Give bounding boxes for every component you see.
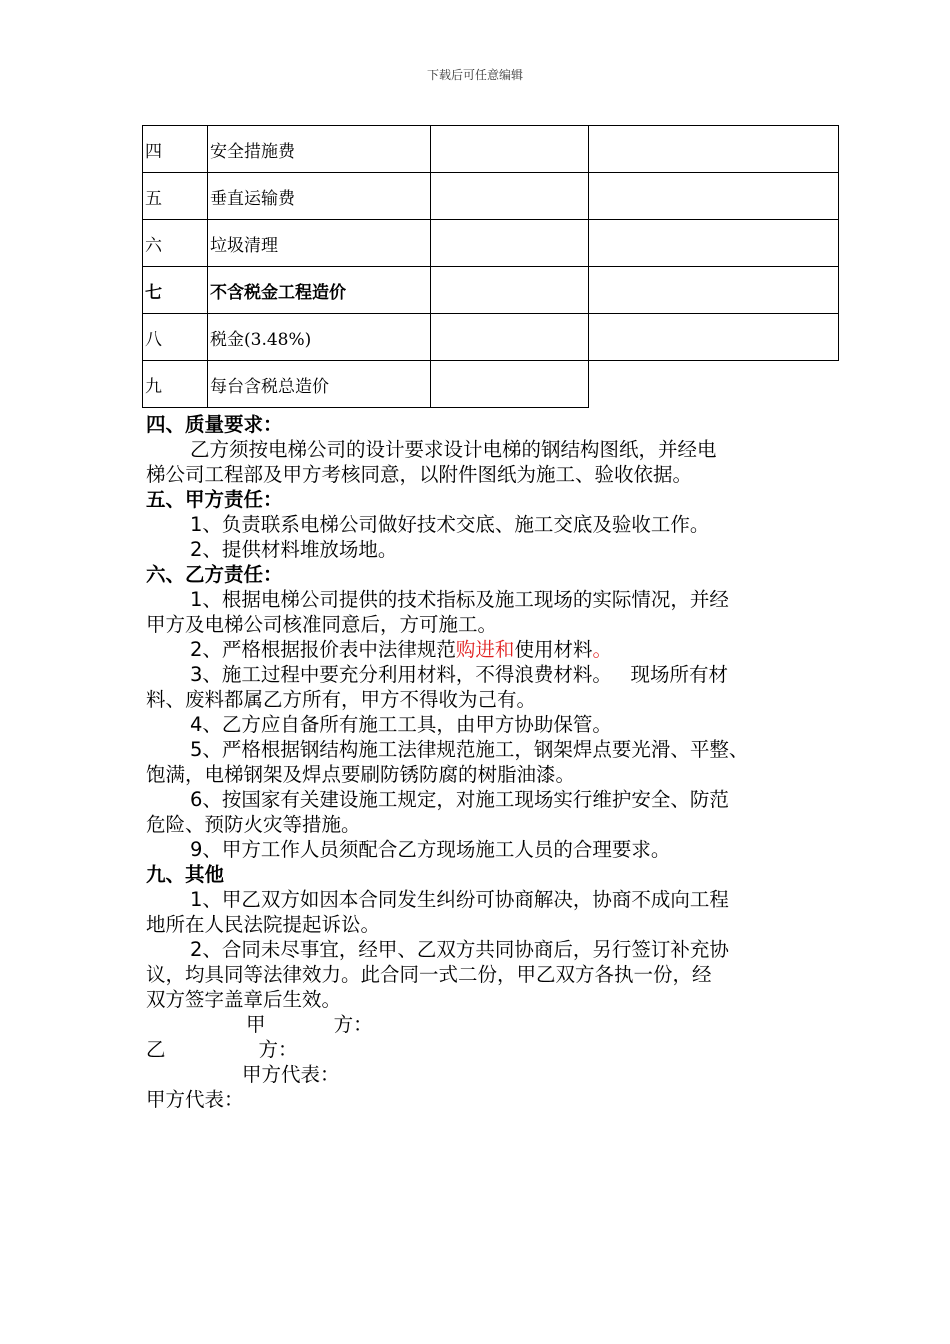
table-row <box>143 173 839 220</box>
party-b-item-1-cont: 甲方及电梯公司核准同意后，方可施工。 <box>146 613 498 636</box>
row-amount-cell <box>431 267 589 314</box>
quality-text-line: 乙方须按电梯公司的设计要求设计电梯的钢结构图纸，并经电 <box>190 438 717 461</box>
other-item-2-cont: 双方签字盖章后生效。 <box>146 988 342 1011</box>
table-row <box>143 126 839 173</box>
party-b-item-2 <box>146 637 826 662</box>
row-note-cell <box>589 361 839 408</box>
item-2-text-red2: 。 <box>592 638 612 661</box>
row-number: 四 <box>143 126 208 173</box>
row-note-cell <box>589 314 839 361</box>
row-item: 税金(3.48%) <box>208 314 431 361</box>
section-title-party-b: 六、乙方责任： <box>146 563 283 586</box>
section-title-party-a: 五、甲方责任： <box>146 488 283 511</box>
contract-body <box>146 412 826 1112</box>
party-b-item-3: 3、施工过程中要充分利用材料，不得浪费材料。 现场所有材 <box>190 663 729 686</box>
signature-party-b-rep: 甲方代表： <box>146 1088 244 1111</box>
party-b-item-9: 9、甲方工作人员须配合乙方现场施工人员的合理要求。 <box>190 838 671 861</box>
row-note-cell <box>589 173 839 220</box>
item-2-text-red: 购进和 <box>455 638 515 661</box>
section-title-quality: 四、质量要求： <box>146 413 283 436</box>
row-item: 不含税金工程造价 <box>208 267 431 314</box>
row-number: 五 <box>143 173 208 220</box>
party-b-item-6-cont: 危险、预防火灾等措施。 <box>146 813 361 836</box>
section-title-other: 九、其他 <box>146 863 225 886</box>
party-b-item-4: 4、乙方应自备所有施工工具，由甲方协助保管。 <box>190 713 612 736</box>
row-amount-cell <box>431 173 589 220</box>
row-number: 九 <box>143 361 208 408</box>
other-item-1: 1、甲乙双方如因本合同发生纠纷可协商解决，协商不成向工程 <box>190 888 729 911</box>
page-header: 下载后可任意编辑 <box>426 68 523 82</box>
row-number: 七 <box>143 267 208 314</box>
item-2-text-a: 2、严格根据报价表中法律规范 <box>190 638 456 661</box>
row-item: 垃圾清理 <box>208 220 431 267</box>
signature-party-a-rep: 甲方代表： <box>242 1063 340 1086</box>
row-note-cell <box>589 220 839 267</box>
party-a-item-1: 1、负责联系电梯公司做好技术交底、施工交底及验收工作。 <box>190 513 710 536</box>
row-item: 安全措施费 <box>208 126 431 173</box>
row-amount-cell <box>431 126 589 173</box>
party-b-item-6: 6、按国家有关建设施工规定，对施工现场实行维护安全、防范 <box>190 788 729 811</box>
row-number: 六 <box>143 220 208 267</box>
row-item: 垂直运输费 <box>208 173 431 220</box>
other-item-1-cont: 地所在人民法院提起诉讼。 <box>146 913 381 936</box>
row-amount-cell <box>431 361 589 408</box>
row-note-cell <box>589 267 839 314</box>
signature-party-b: 乙 方： <box>146 1038 298 1061</box>
party-b-item-1: 1、根据电梯公司提供的技术指标及施工现场的实际情况，并经 <box>190 588 729 611</box>
item-2-text-b: 使用材料 <box>514 638 593 661</box>
party-b-item-3-cont: 料、废料都属乙方所有，甲方不得收为己有。 <box>146 688 537 711</box>
row-item: 每台含税总造价 <box>208 361 431 408</box>
quality-text-line: 梯公司工程部及甲方考核同意，以附件图纸为施工、验收依据。 <box>146 463 693 486</box>
party-b-item-5-cont: 饱满，电梯钢架及焊点要刷防锈防腐的树脂油漆。 <box>146 763 576 786</box>
table-row <box>143 361 839 408</box>
row-note-cell <box>589 126 839 173</box>
party-b-item-5: 5、严格根据钢结构施工法律规范施工，钢架焊点要光滑、平整、 <box>190 738 749 761</box>
table-row <box>143 220 839 267</box>
signature-party-a: 甲 方： <box>246 1013 373 1036</box>
row-amount-cell <box>431 220 589 267</box>
cost-table <box>142 125 839 408</box>
other-item-2: 2、合同未尽事宜，经甲、乙双方共同协商后，另行签订补充协 <box>190 938 729 961</box>
party-a-item-2: 2、提供材料堆放场地。 <box>190 538 398 561</box>
row-number: 八 <box>143 314 208 361</box>
table-row <box>143 314 839 361</box>
row-amount-cell <box>431 314 589 361</box>
other-item-2-cont: 议，均具同等法律效力。此合同一式二份，甲乙双方各执一份，经 <box>146 963 712 986</box>
table-row <box>143 267 839 314</box>
